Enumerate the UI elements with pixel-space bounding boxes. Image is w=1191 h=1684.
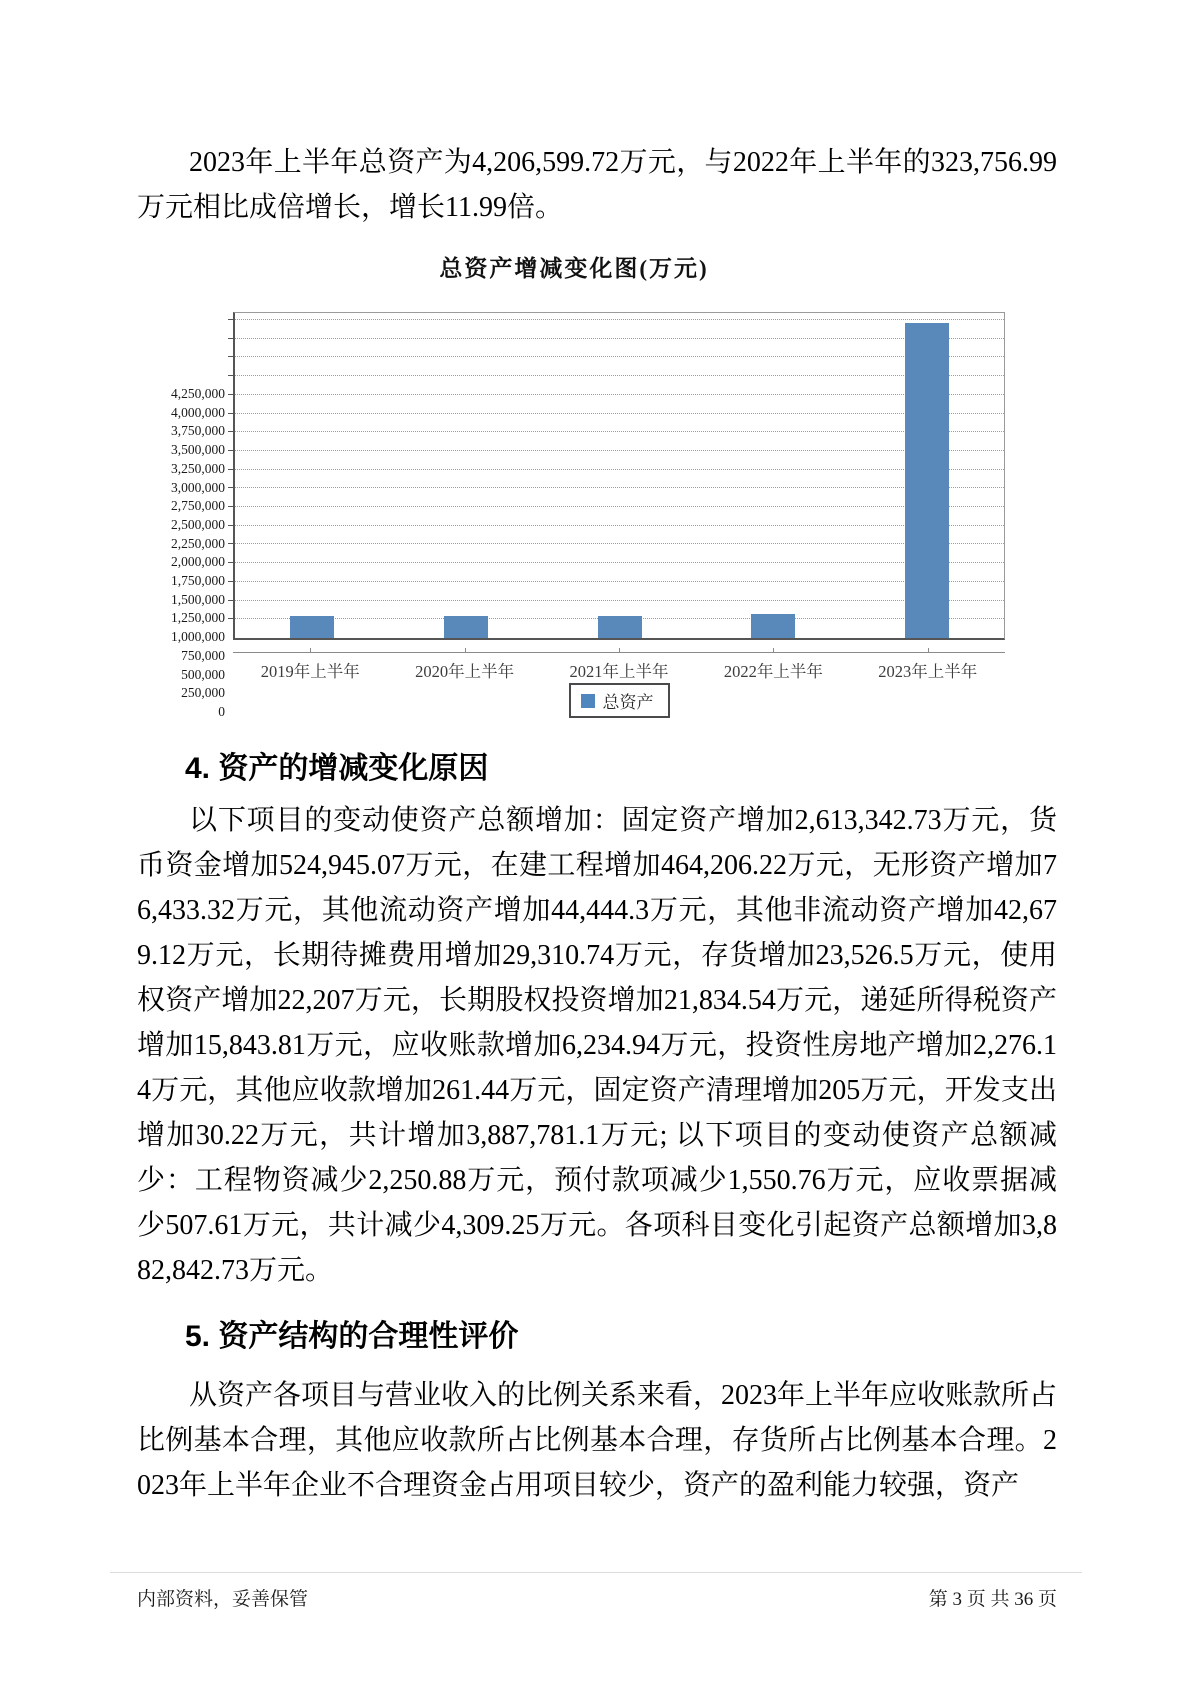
y-axis-tick-label: 3,250,000: [171, 460, 225, 476]
gridline: [235, 506, 1004, 507]
x-axis-tick: [465, 648, 466, 653]
bar-2020年上半年: [444, 616, 488, 638]
y-axis-tick-label: 3,000,000: [171, 479, 225, 495]
x-axis-tick: [619, 648, 620, 653]
bar-2022年上半年: [751, 614, 795, 638]
y-axis-tick-label: 1,000,000: [171, 629, 225, 645]
gridline: [235, 450, 1004, 451]
y-axis-tick-label: 2,750,000: [171, 498, 225, 514]
section-5-paragraph: 从资产各项目与营业收入的比例关系来看，2023年上半年应收账款所占比例基本合理，其他应收款所占比例基本合理，存货所占比例基本合理。2023年上半年企业不合理资金占用项目较少，资产的盈利能力较强，资产: [137, 1380, 1058, 1501]
y-axis-tick: [228, 356, 235, 357]
y-axis-tick-label: 1,250,000: [171, 610, 225, 626]
x-axis-tick: [928, 648, 929, 653]
y-axis-tick-label: 500,000: [181, 666, 225, 682]
footer-confidential-note: 内部资料，妥善保管: [137, 1589, 309, 1610]
gridline: [235, 600, 1004, 601]
section-5-heading: 5. 资产结构的合理性评价: [185, 1320, 519, 1353]
y-axis-tick-label: 1,500,000: [171, 591, 225, 607]
intro-paragraph: 2023年上半年总资产为4,206,599.72万元，与2022年上半年的323,756.99万元相比成倍增长，增长11.99倍。: [137, 147, 1057, 223]
gridline: [235, 581, 1004, 582]
gridline: [235, 394, 1004, 395]
x-axis-tick-label: 2022年上半年: [723, 662, 823, 681]
legend-swatch-icon: [581, 694, 595, 708]
gridline: [235, 413, 1004, 414]
y-axis-tick-label: 2,000,000: [171, 554, 225, 570]
y-axis-tick-label: 4,000,000: [171, 404, 225, 420]
chart-plot-area: [233, 312, 1005, 640]
x-axis-tick: [773, 648, 774, 653]
gridline: [235, 543, 1004, 544]
y-axis-tick: [228, 618, 235, 619]
y-axis-tick: [228, 338, 235, 339]
y-axis-tick: [228, 319, 235, 320]
gridline: [235, 338, 1004, 339]
y-axis-tick-label: 0: [218, 704, 225, 719]
x-axis-tick-label: 2020年上半年: [415, 662, 515, 681]
gridline: [235, 431, 1004, 432]
chart-title: 总资产增减变化图(万元): [439, 256, 709, 281]
page-footer: [137, 1584, 1057, 1611]
y-axis-tick: [228, 600, 235, 601]
y-axis-tick-label: 2,250,000: [171, 535, 225, 551]
x-axis-tick-label: 2019年上半年: [260, 662, 360, 681]
y-axis-tick: [228, 525, 235, 526]
y-axis-tick: [228, 450, 235, 451]
y-axis-tick-label: 750,000: [181, 647, 225, 663]
x-axis-tick-label: 2023年上半年: [878, 662, 978, 681]
x-axis-tick-label: 2021年上半年: [569, 662, 669, 681]
bar-2019年上半年: [290, 616, 334, 638]
y-axis-tick: [228, 375, 235, 376]
y-axis-tick-label: 1,750,000: [171, 573, 225, 589]
x-axis-line: [233, 652, 1005, 653]
gridline: [235, 469, 1004, 470]
y-axis-tick: [228, 581, 235, 582]
bar-2021年上半年: [598, 616, 642, 638]
footer-divider: [110, 1572, 1082, 1573]
y-axis-tick: [228, 487, 235, 488]
legend-entry: [569, 683, 670, 718]
bar-2023年上半年: [905, 323, 949, 638]
y-axis-tick-label: 250,000: [181, 685, 225, 701]
y-axis-tick-label: 4,250,000: [171, 386, 225, 401]
gridline: [235, 375, 1004, 376]
gridline: [235, 356, 1004, 357]
y-axis-tick: [228, 431, 235, 432]
y-axis-tick: [228, 394, 235, 395]
gridline: [235, 525, 1004, 526]
y-axis-tick: [228, 413, 235, 414]
y-axis-tick: [228, 506, 235, 507]
y-axis-tick-label: 3,750,000: [171, 423, 225, 439]
section-4-heading: 4. 资产的增减变化原因: [185, 752, 489, 785]
footer-page-number: 第 3 页 共 36 页: [928, 1589, 1057, 1610]
y-axis-tick-label: 3,500,000: [171, 442, 225, 458]
y-axis-tick-label: 2,500,000: [171, 516, 225, 532]
legend-label: 总资产: [602, 693, 654, 712]
y-axis-tick: [228, 469, 235, 470]
gridline: [235, 562, 1004, 563]
y-axis-tick: [228, 543, 235, 544]
chart-legend: [233, 683, 1005, 718]
x-axis-tick: [310, 648, 311, 653]
gridline: [235, 319, 1004, 320]
total-assets-bar-chart: [135, 312, 1013, 719]
gridline: [235, 487, 1004, 488]
y-axis-tick: [228, 562, 235, 563]
section-4-paragraph: 以下项目的变动使资产总额增加：固定资产增加2,613,342.73万元，货币资金增加524,945.07万元，在建工程增加464,206.22万元，无形资产增加76,433.32万元，其他流动资产增加44,444.3万元，其他非流动资产增加42,679.12万元，长期待摊费用增加29,310.74万元，存货增加23,526.5万元，使用权资产增加22,207万元，长期股权投资增加21,834.54万元，递延所得税资产增加15,843.81万元，应收账款增加6,234.94万元，投资性房地产增加2,276.14万元，其他应收款增加261.44万元，固定资产清理增加205万元，开发支出增加30.22万元，共计增加3,887,781.1万元; 以下项目的变动使资产总额减少：工程物资减少2,250.88万元，预付款项减少1,550.76万元，应收票据减少507.61万元，共计减少4,309.25万元。各项科目变化引起资产总额增加3,882,842.73万元。: [137, 805, 1057, 1286]
